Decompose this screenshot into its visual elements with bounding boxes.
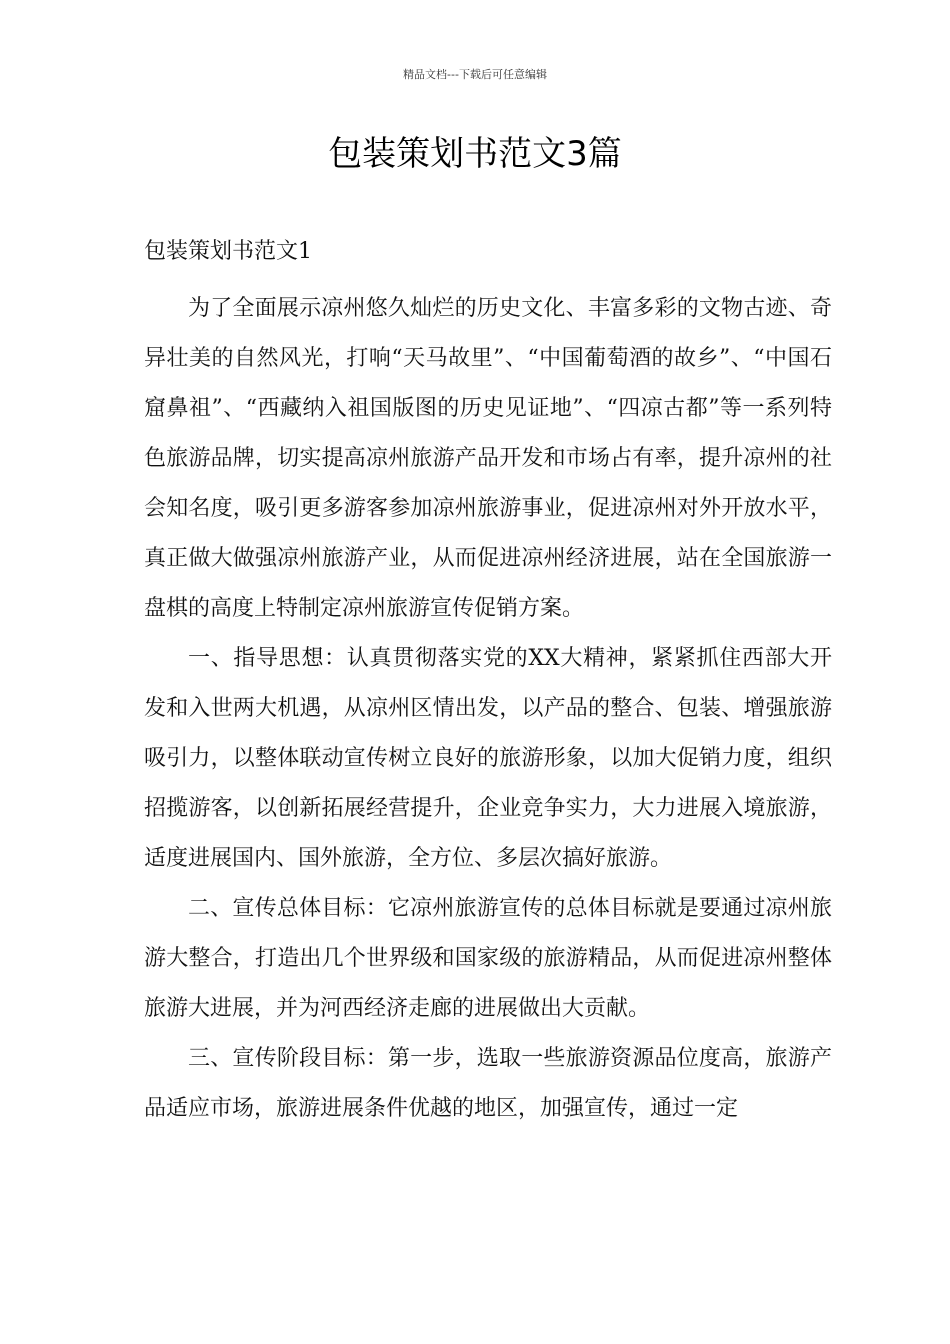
paragraph-stage-goal: 三、宣传阶段目标：第一步，选取一些旅游资源品位度高，旅游产品适应市场，旅游进展条件优越的地区，加强宣传，通过一定 — [144, 1046, 832, 1121]
section-heading: 包装策划书范文1 — [144, 239, 312, 264]
paragraph-intro: 为了全面展示凉州悠久灿烂的历史文化、丰富多彩的文物古迹、奇异壮美的自然风光，打响“天马故里”、“中国葡萄酒的故乡”、“中国石窟鼻祖”、“西藏纳入祖国版图的历史见证地”、“四凉古都”等一系列特色旅游品牌，切实提高凉州旅游产品开发和市场占有率，提升凉州的社会知名度，吸引更多游客参加凉州旅游事业，促进凉州对外开放水平，真正做大做强凉州旅游产业，从而促进凉州经济进展，站在全国旅游一盘棋的高度上特制定凉州旅游宣传促销方案。 — [144, 296, 832, 621]
document-body — [144, 234, 832, 1134]
paragraph-overall-goal: 二、宣传总体目标：它凉州旅游宣传的总体目标就是要通过凉州旅游大整合，打造出几个世界级和国家级的旅游精品，从而促进凉州整体旅游大进展，并为河西经济走廊的进展做出大贡献。 — [144, 896, 832, 1021]
document-title: 包装策划书范文3篇 — [328, 134, 622, 174]
paragraph-guiding-ideology: 一、指导思想：认真贯彻落实党的XX大精神，紧紧抓住西部大开发和入世两大机遇，从凉州区情出发，以产品的整合、包装、增强旅游吸引力，以整体联动宣传树立良好的旅游形象，以加大促销力度，组织招揽游客，以创新拓展经营提升，企业竞争实力，大力进展入境旅游，适度进展国内、国外旅游，全方位、多层次搞好旅游。 — [144, 646, 832, 871]
header-note: 精品文档---下载后可任意编辑 — [403, 68, 547, 81]
